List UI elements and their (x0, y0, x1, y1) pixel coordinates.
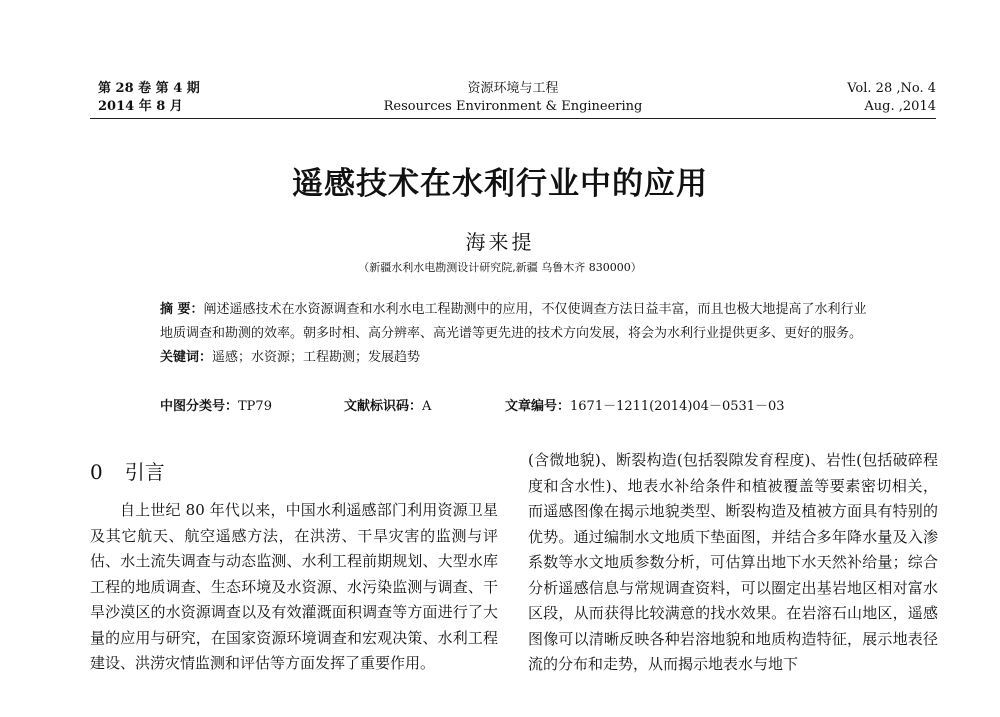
article-number-value: 1671－1211(2014)04－0531－03 (570, 399, 785, 414)
volume-issue-en: Vol. 28 ,No. 4 (847, 81, 936, 96)
section-title: 引言 (124, 460, 165, 484)
journal-name-cn: 资源环境与工程 (467, 81, 559, 96)
clc-value: TP79 (238, 399, 272, 414)
right-column (528, 448, 938, 678)
abstract-label: 摘 要： (160, 302, 204, 317)
header-rule (90, 118, 936, 119)
article-number (505, 396, 785, 418)
doc-code-value: A (422, 399, 432, 414)
abstract (160, 298, 872, 370)
section-number: 0 (90, 460, 103, 484)
keywords (160, 346, 872, 370)
issue-date-en: Aug. ,2014 (864, 99, 936, 114)
article-number-label: 文章编号： (505, 399, 571, 414)
clc-label: 中图分类号： (160, 399, 239, 414)
clc-number (160, 396, 272, 418)
abstract-text: 阐述遥感技术在水资源调查和水利水电工程勘测中的应用，不仅使调查方法日益丰富，而且也极大地提高了水利行业地质调查和勘测的效率。朝多时相、高分辨率、高光谱等更先进的技术方向发展，将会为水利行业提供更多、更好的服务。 (160, 302, 867, 341)
issue-info-en (847, 80, 936, 116)
author-name: 海来提 (465, 230, 535, 254)
continued-paragraph: (含微地貌)、断裂构造(包括裂隙发育程度)、岩性(包括破碎程度和含水性)、地表水补给条件和植被覆盖等要素密切相关，而遥感图像在揭示地貌类型、断裂构造及植被方面具有特别的优势。通过编制水文地质下垫面图，并结合多年降水量及入渗系数等水文地质参数分析，可估算出地下水天然补给量；综合分析遥感信息与常规调查资料，可以圈定出基岩地区相对富水区段，从而获得比较满意的找水效果。在岩溶石山地区，遥感图像可以清晰反映各种岩溶地貌和地质构造特征，展示地表径流的分布和走势，从而揭示地表水与地下 (528, 451, 938, 673)
intro-paragraph: 自上世纪 80 年代以来，中国水利遥感部门利用资源卫星及其它航天、航空遥感方法，在洪涝、干旱灾害的监测与评估、水土流失调查与动态监测、水利工程前期规划、大型水库工程的地质调查、生态环境及水资源、水污染监测与调查、干旱沙漠区的水资源调查以及有效灌溉面积调查等方面进行了大量的应用与研究，在国家资源环境调查和宏观决策、水利工程建设、洪涝灾情监测和评估等方面发挥了重要作用。 (90, 501, 498, 672)
left-column (90, 448, 498, 677)
journal-header (90, 80, 936, 120)
journal-name (90, 80, 936, 116)
document-code (344, 396, 431, 418)
doc-code-label: 文献标识码： (344, 399, 423, 414)
journal-name-en: Resources Environment & Engineering (383, 99, 643, 114)
author-affiliation: （新疆水利水电勘测设计研究院,新疆 乌鲁木齐 830000） (358, 261, 642, 274)
article-title: 遥感技术在水利行业中的应用 (292, 166, 708, 202)
issue-date: 2014 年 8 月 (98, 99, 183, 114)
keywords-label: 关键词： (160, 350, 213, 365)
volume-issue: 第 28 卷 第 4 期 (98, 81, 200, 96)
section-heading (90, 454, 498, 490)
keywords-text: 遥感；水资源；工程勘测；发展趋势 (212, 350, 421, 365)
